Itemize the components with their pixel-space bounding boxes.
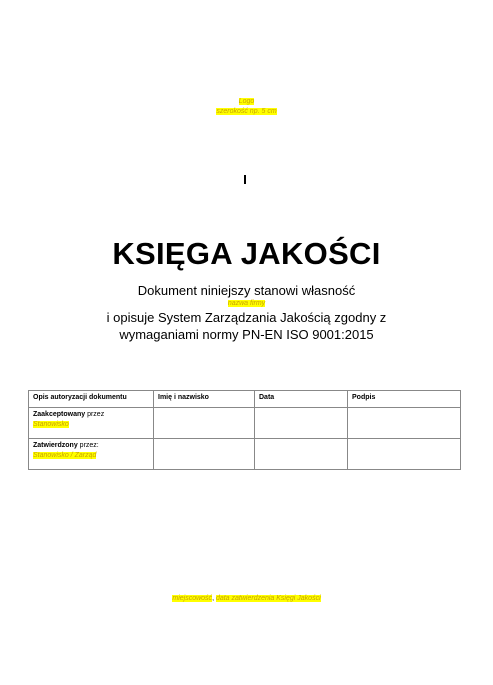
date-cell[interactable] xyxy=(255,439,348,470)
row-label-approved xyxy=(29,439,154,470)
logo-placeholder xyxy=(0,97,493,117)
footer-separator: , xyxy=(212,595,216,602)
logo-label: Logo xyxy=(238,98,255,105)
document-description xyxy=(0,282,493,343)
signature-cell[interactable] xyxy=(348,408,461,439)
document-title: KSIĘGA JAKOŚCI xyxy=(112,236,381,271)
position-placeholder[interactable]: Stanowisko / Zarząd xyxy=(33,452,97,459)
row-label-rest: przez: xyxy=(77,442,99,449)
table-row xyxy=(29,439,461,470)
header-signature: Podpis xyxy=(348,391,461,408)
header-authorization: Opis autoryzacji dokumentu xyxy=(29,391,154,408)
table-row xyxy=(29,408,461,439)
description-line-2: i opisuje System Zarządzania Jakością zgodny z xyxy=(106,310,387,325)
approval-date-placeholder[interactable]: data zatwierdzenia Księgi Jakości xyxy=(215,595,321,602)
name-cell[interactable] xyxy=(154,439,255,470)
text-cursor xyxy=(244,175,246,184)
position-placeholder[interactable]: Stanowisko xyxy=(33,421,69,428)
description-line-3: wymaganiami normy PN-EN ISO 9001:2015 xyxy=(119,327,374,342)
signature-cell[interactable] xyxy=(348,439,461,470)
company-name-placeholder[interactable]: nazwa firmy xyxy=(227,300,266,307)
place-placeholder[interactable]: miejscowość xyxy=(172,595,213,602)
header-name: Imię i nazwisko xyxy=(154,391,255,408)
row-label-bold: Zaakceptowany xyxy=(33,411,86,418)
logo-size-hint: szerokość np. 5 cm xyxy=(216,108,277,115)
header-date: Data xyxy=(255,391,348,408)
row-label-bold: Zatwierdzony xyxy=(33,442,78,449)
authorization-table xyxy=(28,390,461,470)
table-header-row xyxy=(29,391,461,408)
date-cell[interactable] xyxy=(255,408,348,439)
footer-place-date xyxy=(0,595,493,602)
row-label-accepted xyxy=(29,408,154,439)
name-cell[interactable] xyxy=(154,408,255,439)
description-line-1: Dokument niniejszy stanowi własność xyxy=(137,283,356,298)
row-label-rest: przez xyxy=(85,411,105,418)
